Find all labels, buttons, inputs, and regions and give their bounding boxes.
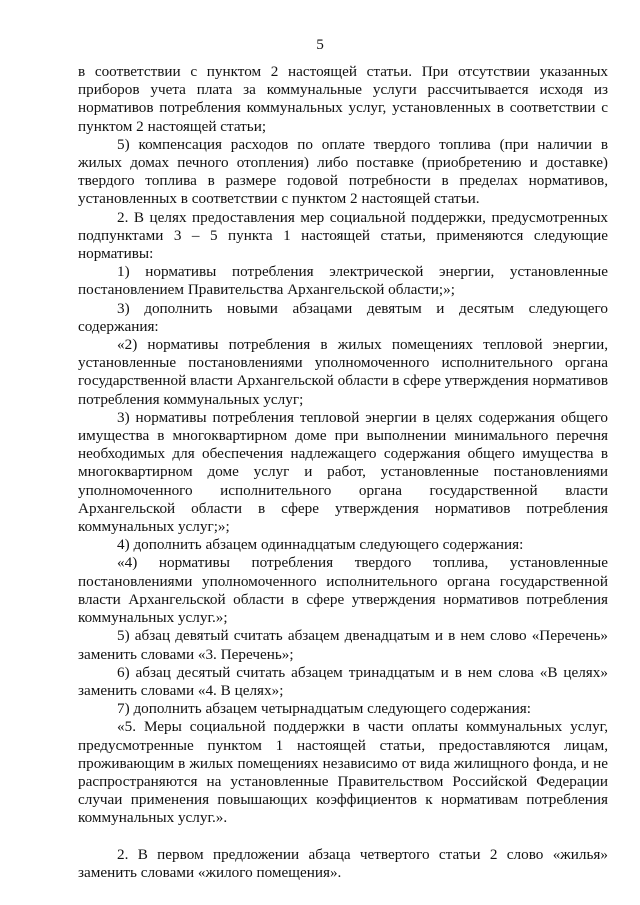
paragraph-continuation: в соответствии с пунктом 2 настоящей статьи. При отсутствии указанных приборов учета плата за коммунальные услуги рассчитывается исходя из нормативов потребления коммунальных услуг, установленных в соответствии с пунктом 2 настоящей статьи; [78, 63, 608, 135]
paragraph-amendment-7: 7) дополнить абзацем четырнадцатым следующего содержания: [117, 700, 531, 718]
document-body [78, 63, 608, 882]
page-number: 5 [316, 36, 324, 53]
paragraph-norm-solid-fuel: «4) нормативы потребления твердого топлива, установленные постановлениями уполномоченного исполнительного органа государственной власти Архангельской области в сфере утверждения нормативов потребления коммунальных услуг.»; [78, 554, 608, 627]
paragraph-norm-heat-common-property: 3) нормативы потребления тепловой энергии в целях содержания общего имущества в многоквартирном доме при выполнении минимального перечня необходимых для обеспечения надлежащего содержания общего имущества в многоквартирном доме услуг и работ, установленные постановлениями уполномоченного исполнительного органа государственной власти Архангельской области в сфере утверждения нормативов потребления коммунальных услуг;»; [78, 408, 608, 536]
paragraph-section-2: 2. В целях предоставления мер социальной поддержки, предусмотренных подпунктами 3 – 5 пункта 1 настоящей статьи, применяются следующие нормативы: [78, 208, 608, 263]
paragraph-amendment-6: 6) абзац десятый считать абзацем тринадцатым и в нем слова «В целях» заменить словами «4. В целях»; [78, 663, 608, 699]
paragraph-support-measures: «5. Меры социальной поддержки в части оплаты коммунальных услуг, предусмотренные пунктом 1 настоящей статьи, предоставляются лицам, проживающим в жилых помещениях независимо от вида жилищного фонда, и не распространяются на установленные Правительством Российской Федерации случаи применения повышающих коэффициентов к нормативам потребления коммунальных услуг.». [78, 718, 608, 827]
paragraph-amendment-3: 3) дополнить новыми абзацами девятым и десятым следующего содержания: [78, 299, 608, 335]
paragraph-norm-heat: «2) нормативы потребления в жилых помещениях тепловой энергии, установленные постановлениями уполномоченного исполнительного органа государственной власти Архангельской области в сфере утверждения нормативов потребления коммунальных услуг; [78, 336, 608, 408]
paragraph-article-2-change: 2. В первом предложении абзаца четвертого статьи 2 слово «жилья» заменить словами «жилого помещения». [78, 845, 608, 881]
paragraph-norm-electricity: 1) нормативы потребления электрической энергии, установленные постановлением Правительства Архангельской области;»; [78, 263, 608, 299]
paragraph-amendment-5: 5) абзац девятый считать абзацем двенадцатым и в нем слово «Перечень» заменить словами «3. Перечень»; [78, 627, 608, 663]
paragraph-item-5-compensation: 5) компенсация расходов по оплате твердого топлива (при наличии в жилых домах печного отопления) либо поставке (приобретению и доставке) твердого топлива в размере годовой потребности в пределах нормативов, установленных в соответствии с пунктом 2 настоящей статьи. [78, 135, 608, 208]
paragraph-amendment-4: 4) дополнить абзацем одиннадцатым следующего содержания: [117, 536, 524, 554]
